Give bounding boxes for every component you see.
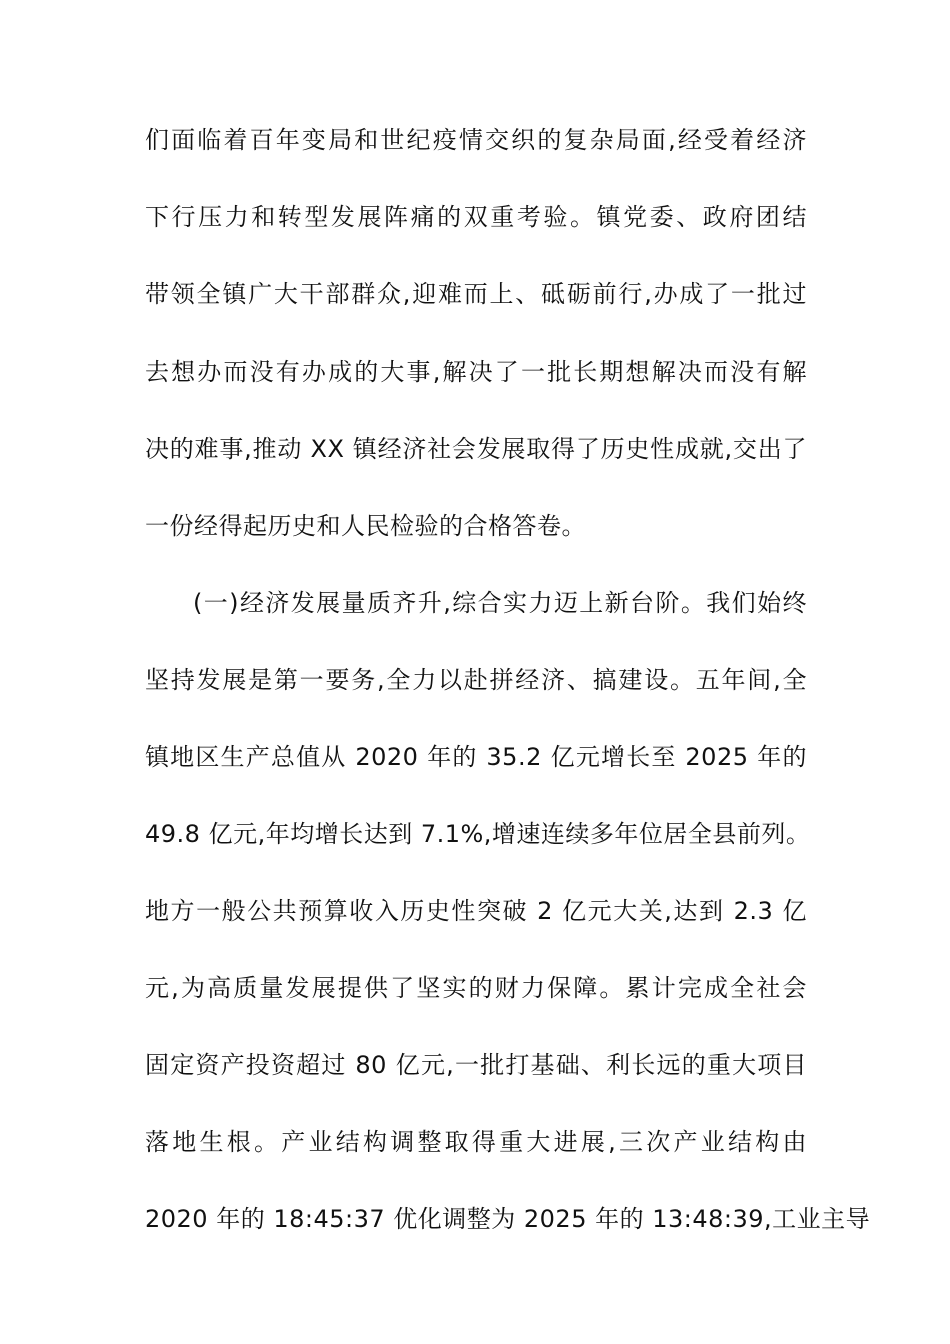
section-heading-line: (一)经济发展量质齐升,综合实力迈上新台阶。我们始终 <box>193 589 807 617</box>
paragraph-line: 们面临着百年变局和世纪疫情交织的复杂局面,经受着经济 <box>145 126 807 154</box>
paragraph-line: 下行压力和转型发展阵痛的双重考验。镇党委、政府团结 <box>145 203 807 231</box>
paragraph-line: 带领全镇广大干部群众,迎难而上、砥砺前行,办成了一批过 <box>145 280 807 308</box>
paragraph-line: 固定资产投资超过 80 亿元,一批打基础、利长远的重大项目 <box>145 1051 807 1079</box>
paragraph-line: 2020 年的 18:45:37 优化调整为 2025 年的 13:48:39,工业主导 <box>145 1205 871 1233</box>
paragraph-line: 落地生根。产业结构调整取得重大进展,三次产业结构由 <box>145 1128 807 1156</box>
paragraph-line: 决的难事,推动 XX 镇经济社会发展取得了历史性成就,交出了 <box>145 435 807 463</box>
paragraph-line: 地方一般公共预算收入历史性突破 2 亿元大关,达到 2.3 亿 <box>145 897 807 925</box>
paragraph-line: 49.8 亿元,年均增长达到 7.1%,增速连续多年位居全县前列。 <box>145 820 811 848</box>
paragraph-line: 元,为高质量发展提供了坚实的财力保障。累计完成全社会 <box>145 974 807 1002</box>
paragraph-line: 去想办而没有办成的大事,解决了一批长期想解决而没有解 <box>145 358 807 386</box>
paragraph-line: 镇地区生产总值从 2020 年的 35.2 亿元增长至 2025 年的 <box>145 743 807 771</box>
paragraph-line: 坚持发展是第一要务,全力以赴拼经济、搞建设。五年间,全 <box>145 666 807 694</box>
paragraph-line: 一份经得起历史和人民检验的合格答卷。 <box>145 512 586 540</box>
